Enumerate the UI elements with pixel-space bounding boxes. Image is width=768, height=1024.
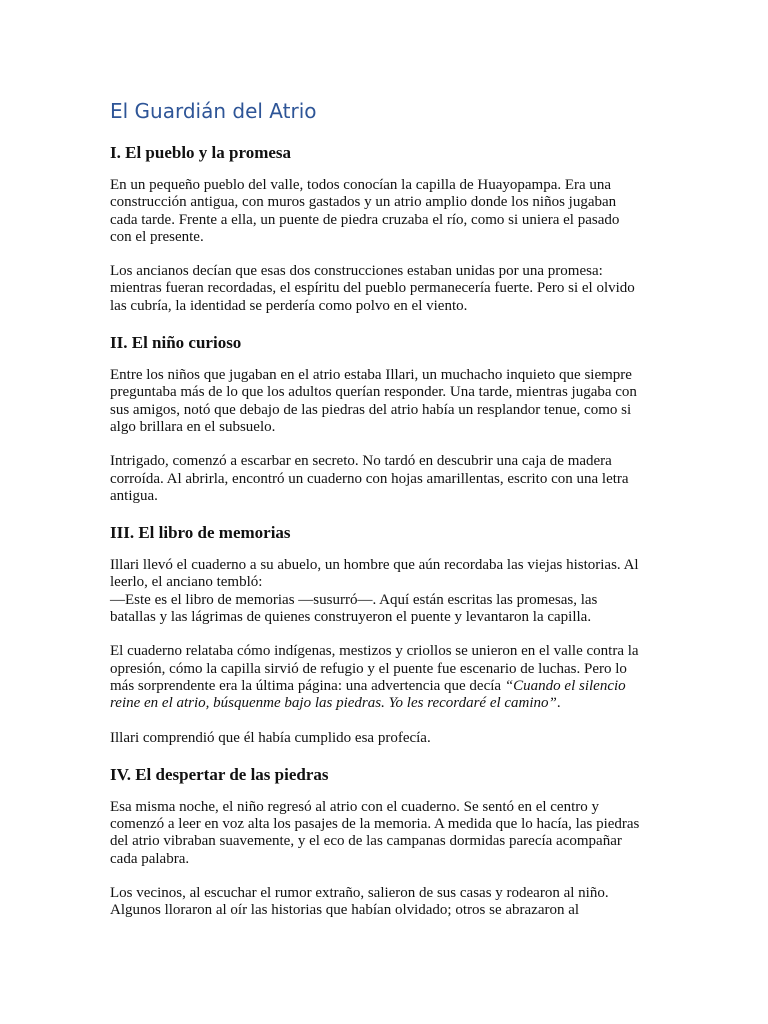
text-line: Intrigado, comenzó a escarbar en secreto. No tardó en descubrir una caja de madera: [110, 453, 612, 470]
text-line: las cubría, la identidad se perdería como polvo en el viento.: [110, 297, 468, 314]
text-line: Los vecinos, al escuchar el rumor extraño, salieron de sus casas y rodearon al niño.: [110, 885, 609, 902]
paragraph: [110, 799, 660, 868]
paragraph: [110, 367, 660, 436]
text-line: antigua.: [110, 487, 158, 504]
text-line: El cuaderno relataba cómo indígenas, mestizos y criollos se unieron en el valle contra la: [110, 643, 639, 660]
text-line: corroída. Al abrirla, encontró un cuaderno con hojas amarillentas, escrito con una letra: [110, 470, 629, 487]
text-line: algo brillara en el subsuelo.: [110, 418, 276, 435]
section-heading-3: III. El libro de memorias: [110, 523, 291, 543]
text-line: con el presente.: [110, 228, 204, 245]
paragraph: [110, 885, 660, 920]
text-line: Illari llevó el cuaderno a su abuelo, un hombre que aún recordaba las viejas historias. Al: [110, 557, 639, 574]
text-line: [110, 678, 660, 695]
document-page: [110, 98, 660, 937]
text-line: Esa misma noche, el niño regresó al atrio con el cuaderno. Se sentó en el centro y: [110, 798, 599, 815]
paragraph: [110, 557, 660, 626]
paragraph: [110, 730, 660, 747]
section-heading-2: II. El niño curioso: [110, 333, 242, 353]
text-line: [110, 695, 660, 712]
text-line: batallas y las lágrimas de quienes construyeron el puente y levantaron la capilla.: [110, 609, 592, 626]
text-line: cada palabra.: [110, 850, 190, 867]
text-line: Entre los niños que jugaban en el atrio estaba Illari, un muchacho inquieto que siempre: [110, 367, 632, 384]
text-run: .: [556, 695, 561, 712]
document-title: El Guardián del Atrio: [110, 99, 317, 123]
paragraph: [110, 643, 660, 712]
text-line: preguntaba más de lo que los adultos querían responder. Una tarde, mientras jugaba con: [110, 384, 637, 401]
section-heading-4: IV. El despertar de las piedras: [110, 764, 329, 784]
quote-text: “Cuando el silencio: [504, 677, 626, 694]
section-heading-1: I. El pueblo y la promesa: [110, 143, 292, 162]
paragraph: [110, 263, 660, 315]
text-line: En un pequeño pueblo del valle, todos conocían la capilla de Huayopampa. Era una: [110, 177, 612, 193]
text-line: cada tarde. Frente a ella, un puente de piedra cruzaba el río, como si uniera el pasado: [110, 211, 620, 228]
text-line: construcción antigua, con muros gastados y un atrio amplio donde los niños jugaban: [110, 194, 617, 211]
text-line: Los ancianos decían que esas dos construcciones estaban unidas por una promesa:: [110, 263, 603, 280]
paragraph: [110, 177, 660, 246]
text-line: opresión, cómo la capilla sirvió de refugio y el puente fue escenario de luchas. Pero lo: [110, 660, 627, 677]
quote-text: reine en el atrio, búsquenme bajo las piedras. Yo les recordaré el camino”: [110, 695, 557, 712]
text-line: mientras fueran recordadas, el espíritu del pueblo permanecería fuerte. Pero si el olvido: [110, 280, 635, 297]
text-line: del atrio vibraban suavemente, y el eco de las campanas dormidas parecía acompañar: [110, 833, 622, 850]
text-line: Algunos lloraron al oír las historias que habían olvidado; otros se abrazaron al: [110, 902, 580, 919]
paragraph: [110, 453, 660, 505]
text-line: comenzó a leer en voz alta los pasajes de la memoria. A medida que lo hacía, las piedras: [110, 816, 640, 833]
text-run: más sorprendente era la última página: una advertencia que decía: [110, 677, 505, 694]
text-line: leerlo, el anciano tembló:: [110, 574, 263, 591]
text-line: Illari comprendió que él había cumplido esa profecía.: [110, 729, 431, 746]
text-line: sus amigos, notó que debajo de las piedras del atrio había un resplandor tenue, como si: [110, 401, 632, 418]
text-line: —Este es el libro de memorias —susurró—. Aquí están escritas las promesas, las: [110, 591, 598, 608]
